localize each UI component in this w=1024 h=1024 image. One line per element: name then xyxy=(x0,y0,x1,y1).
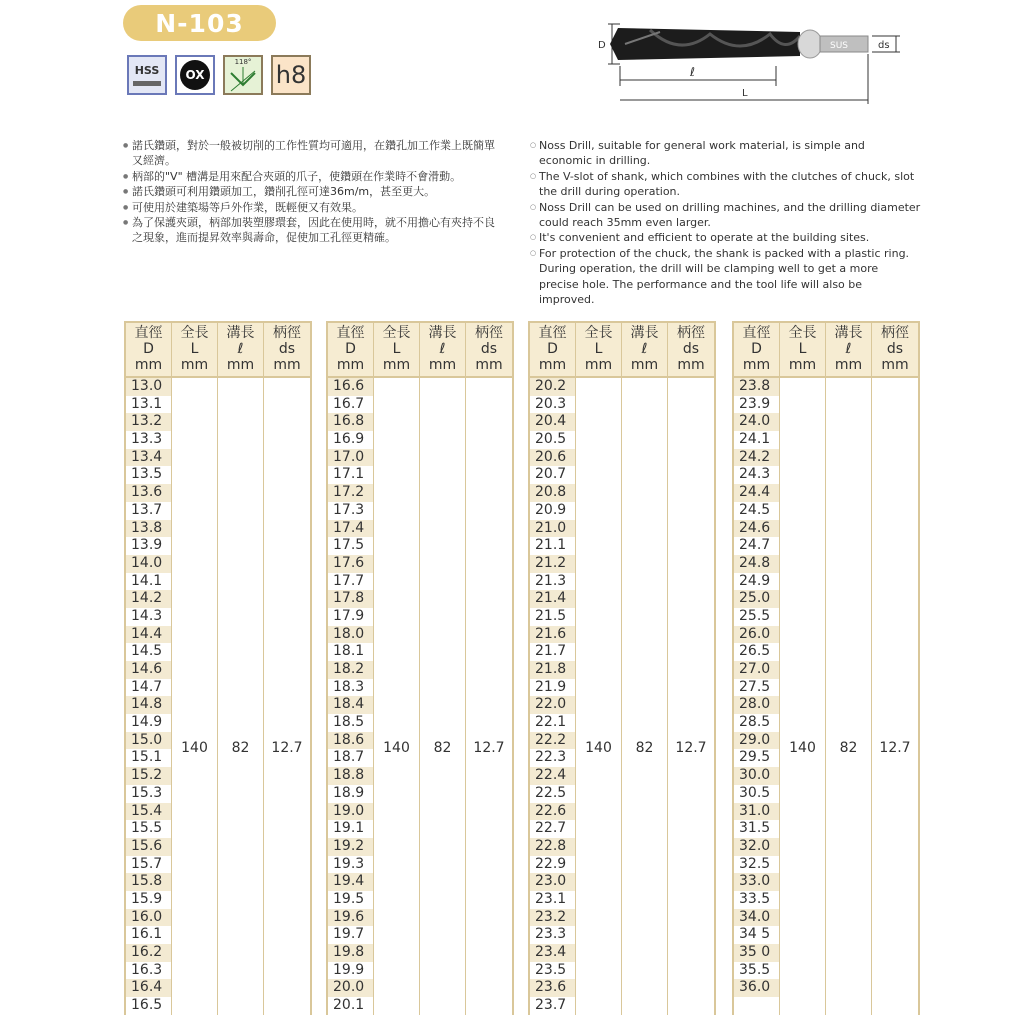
value-L: 140 xyxy=(383,740,410,756)
diameter-cell: 14.4 xyxy=(126,626,171,644)
diameter-cell: 24.4 xyxy=(734,484,779,502)
diameter-cell: 17.5 xyxy=(333,537,365,554)
column-header-zh: 柄徑 xyxy=(475,325,503,341)
diameter-cell: 22.7 xyxy=(535,820,567,837)
diameter-cell: 18.8 xyxy=(328,767,373,785)
column-header-sym: ℓ xyxy=(439,341,446,357)
diameter-cell: 23.1 xyxy=(535,890,567,907)
diameter-cell: 13.9 xyxy=(131,537,163,554)
diameter-cell: 16.3 xyxy=(131,961,163,978)
diameter-cell: 15.3 xyxy=(131,784,163,801)
diameter-cell: 32.0 xyxy=(734,838,779,856)
column-header-unit: mm xyxy=(881,357,909,373)
column-header-sym: ds xyxy=(278,341,296,357)
value-l: 82 xyxy=(635,740,654,756)
diameter-cell: 33.5 xyxy=(739,890,771,907)
table-body xyxy=(126,378,310,1015)
column-header-sym: D xyxy=(547,341,558,357)
diameter-cell: 30.5 xyxy=(739,784,771,801)
diagram-label-L: L xyxy=(742,88,748,99)
column-header-zh: 溝長 xyxy=(630,325,659,341)
diameter-cell: 15.4 xyxy=(126,803,171,821)
value-column-l xyxy=(420,378,466,1015)
value-ds: 12.7 xyxy=(675,740,707,756)
column-header-sym: D xyxy=(751,341,762,357)
diameter-cell: 22.6 xyxy=(530,803,575,821)
spec-table xyxy=(326,321,514,1015)
diameter-cell: 16.6 xyxy=(328,378,373,396)
value-ds: 12.7 xyxy=(271,740,303,756)
diameter-cell: 23.2 xyxy=(530,909,575,927)
value-l: 82 xyxy=(839,740,858,756)
diameter-cell: 19.8 xyxy=(328,944,373,962)
diameter-cell: 13.2 xyxy=(126,413,171,431)
diameter-column xyxy=(126,378,172,1015)
value-column-ds xyxy=(466,378,512,1015)
diameter-cell: 23.9 xyxy=(739,395,771,412)
diameter-cell: 14.7 xyxy=(131,678,163,695)
diameter-cell: 18.2 xyxy=(328,661,373,679)
h8-icon: h8 xyxy=(271,55,311,95)
diameter-cell: 15.5 xyxy=(131,820,163,837)
diameter-cell: 15.9 xyxy=(131,890,163,907)
diameter-cell: 20.0 xyxy=(328,979,373,997)
ox-icon: OX xyxy=(175,55,215,95)
diameter-cell: 16.0 xyxy=(126,909,171,927)
diameter-cell: 22.9 xyxy=(535,855,567,872)
desc-zh-item: ● 為了保護夾頭，柄部加裝塑膠環套，因此在使用時，就不用擔心有夾持不良之現象，進而提昇效率與壽命，促使加工孔徑更精確。 xyxy=(124,215,504,246)
column-header xyxy=(576,323,622,376)
table-body xyxy=(328,378,512,1015)
desc-en-item: ○ The V-slot of shank, which combines with the clutches of chuck, slot the drill during operation. xyxy=(531,169,921,200)
column-header-sym: L xyxy=(392,341,401,357)
diameter-cell: 31.5 xyxy=(739,820,771,837)
column-header xyxy=(530,323,576,376)
column-header-unit: mm xyxy=(788,357,817,373)
value-L: 140 xyxy=(181,740,208,756)
diameter-cell: 24.3 xyxy=(739,466,771,483)
value-L: 140 xyxy=(789,740,816,756)
value-column-l xyxy=(826,378,872,1015)
diameter-cell: 18.6 xyxy=(328,732,373,750)
diameter-cell: 15.1 xyxy=(131,749,163,766)
desc-en-item: ○ For protection of the chuck, the shank is packed with a plastic ring. During operation, the drill will be clamping well to get a more precise hole. The performance and the tool life will also be improved. xyxy=(531,246,921,308)
diameter-cell: 16.5 xyxy=(131,997,163,1014)
desc-zh-item: ● 諾氏鑽頭可利用鑽頭加工，鑽削孔徑可達36m/m，甚至更大。 xyxy=(124,184,504,199)
diameter-cell: 22.4 xyxy=(530,767,575,785)
diameter-cell: 36.0 xyxy=(734,979,779,997)
table-body xyxy=(530,378,714,1015)
column-header-zh: 柄徑 xyxy=(881,325,909,341)
description-english xyxy=(531,138,921,307)
diameter-cell: 21.2 xyxy=(530,555,575,573)
column-header xyxy=(374,323,420,376)
diagram-label-ds: ds xyxy=(878,40,890,51)
diameter-cell: 21.5 xyxy=(535,607,567,624)
column-header-unit: mm xyxy=(538,357,567,373)
column-header-zh: 溝長 xyxy=(834,325,863,341)
column-header-zh: 全長 xyxy=(180,325,209,341)
diameter-cell: 24.9 xyxy=(739,572,771,589)
diameter-cell: 35 0 xyxy=(734,944,779,962)
diameter-cell: 20.1 xyxy=(333,997,365,1014)
diameter-cell: 20.6 xyxy=(530,449,575,467)
diameter-cell: 17.6 xyxy=(328,555,373,573)
value-column-ds xyxy=(872,378,918,1015)
diameter-cell: 22.0 xyxy=(530,696,575,714)
column-header-zh: 溝長 xyxy=(226,325,255,341)
diameter-cell: 28.5 xyxy=(739,714,771,731)
product-title-badge xyxy=(123,5,276,41)
diameter-cell: 19.0 xyxy=(328,803,373,821)
diameter-cell: 18.7 xyxy=(333,749,365,766)
diameter-cell: 14.5 xyxy=(131,643,163,660)
column-header xyxy=(780,323,826,376)
diameter-cell: 21.7 xyxy=(535,643,567,660)
diameter-cell: 13.4 xyxy=(126,449,171,467)
diameter-cell: 25.5 xyxy=(739,607,771,624)
column-header-unit: mm xyxy=(677,357,705,373)
diameter-cell: 31.0 xyxy=(734,803,779,821)
column-header-sym: ds xyxy=(480,341,498,357)
diameter-cell: 14.6 xyxy=(126,661,171,679)
diameter-cell: 33.0 xyxy=(734,873,779,891)
column-header-unit: mm xyxy=(180,357,209,373)
column-header xyxy=(328,323,374,376)
diameter-cell: 14.9 xyxy=(131,714,163,731)
desc-zh-item: ● 可使用於建築場等戶外作業，既輕便又有效果。 xyxy=(124,200,504,215)
diameter-cell: 19.5 xyxy=(333,890,365,907)
column-header-zh: 柄徑 xyxy=(677,325,705,341)
column-header-zh: 直徑 xyxy=(742,325,771,341)
column-header xyxy=(264,323,310,376)
diameter-cell: 16.9 xyxy=(333,431,365,448)
value-column-l xyxy=(218,378,264,1015)
value-column-ds xyxy=(264,378,310,1015)
desc-zh-item: ● 諾氏鑽頭，對於一般被切削的工作性質均可適用，在鑽孔加工作業上既簡單又經濟。 xyxy=(124,138,504,169)
diameter-cell: 21.1 xyxy=(535,537,567,554)
diameter-cell: 15.6 xyxy=(126,838,171,856)
value-l: 82 xyxy=(433,740,452,756)
diameter-cell: 17.3 xyxy=(333,501,365,518)
column-header-zh: 直徑 xyxy=(336,325,365,341)
diameter-cell: 22.8 xyxy=(530,838,575,856)
column-header-zh: 直徑 xyxy=(134,325,163,341)
diameter-cell: 21.4 xyxy=(530,590,575,608)
diameter-cell: 15.8 xyxy=(126,873,171,891)
diameter-cell: 21.6 xyxy=(530,626,575,644)
diameter-cell: 19.4 xyxy=(328,873,373,891)
diameter-cell: 29.5 xyxy=(739,749,771,766)
diameter-cell: 14.3 xyxy=(131,607,163,624)
diameter-cell: 17.2 xyxy=(328,484,373,502)
diameter-cell: 19.1 xyxy=(333,820,365,837)
diameter-cell: 18.5 xyxy=(333,714,365,731)
column-header xyxy=(172,323,218,376)
value-column-L xyxy=(576,378,622,1015)
diameter-cell: 17.0 xyxy=(328,449,373,467)
diameter-cell: 20.4 xyxy=(530,413,575,431)
diameter-cell: 14.1 xyxy=(131,572,163,589)
diameter-cell: 13.0 xyxy=(126,378,171,396)
spec-table xyxy=(732,321,920,1015)
diameter-cell: 22.1 xyxy=(535,714,567,731)
column-header-sym: D xyxy=(143,341,154,357)
hss-icon: HSS xyxy=(127,55,167,95)
diameter-cell: 20.5 xyxy=(535,431,567,448)
column-header-sym: L xyxy=(594,341,603,357)
value-column-L xyxy=(172,378,218,1015)
diameter-cell: 23.7 xyxy=(535,997,567,1014)
diameter-cell: 34 5 xyxy=(739,926,771,943)
diameter-cell: 16.7 xyxy=(333,395,365,412)
column-header-zh: 全長 xyxy=(382,325,411,341)
diameter-cell: 17.4 xyxy=(328,520,373,538)
column-header-sym: L xyxy=(798,341,807,357)
table-body xyxy=(734,378,918,1015)
diameter-cell: 26.5 xyxy=(739,643,771,660)
diameter-cell: 20.3 xyxy=(535,395,567,412)
diameter-cell: 24.0 xyxy=(734,413,779,431)
diameter-cell: 21.0 xyxy=(530,520,575,538)
diameter-cell: 20.8 xyxy=(530,484,575,502)
diameter-cell: 19.9 xyxy=(333,961,365,978)
column-header xyxy=(420,323,466,376)
diameter-cell: 23.0 xyxy=(530,873,575,891)
column-header xyxy=(126,323,172,376)
diameter-cell: 15.2 xyxy=(126,767,171,785)
diameter-cell: 24.1 xyxy=(739,431,771,448)
spec-table xyxy=(124,321,312,1015)
diameter-column xyxy=(530,378,576,1015)
diameter-cell: 18.1 xyxy=(333,643,365,660)
column-header-unit: mm xyxy=(336,357,365,373)
column-header-sym: ℓ xyxy=(237,341,244,357)
column-header-sym: ds xyxy=(682,341,700,357)
diameter-cell: 21.3 xyxy=(535,572,567,589)
value-l: 82 xyxy=(231,740,250,756)
product-title: N-103 xyxy=(155,8,244,38)
diameter-cell: 13.5 xyxy=(131,466,163,483)
diameter-cell: 24.7 xyxy=(739,537,771,554)
table-header xyxy=(734,321,918,378)
diameter-cell: 15.0 xyxy=(126,732,171,750)
diameter-cell: 18.9 xyxy=(333,784,365,801)
diameter-cell: 29.0 xyxy=(734,732,779,750)
diameter-cell: 23.5 xyxy=(535,961,567,978)
diagram-label-l: ℓ xyxy=(690,65,695,79)
desc-en-item: ○ Noss Drill can be used on drilling machines, and the drilling diameter could reach 35mm even larger. xyxy=(531,200,921,231)
diameter-cell: 13.3 xyxy=(131,431,163,448)
column-header xyxy=(218,323,264,376)
diameter-cell: 13.1 xyxy=(131,395,163,412)
diameter-cell: 28.0 xyxy=(734,696,779,714)
column-header-zh: 直徑 xyxy=(538,325,567,341)
spec-table xyxy=(528,321,716,1015)
diameter-cell: 23.4 xyxy=(530,944,575,962)
diameter-cell: 24.8 xyxy=(734,555,779,573)
diameter-cell: 17.7 xyxy=(333,572,365,589)
diameter-column xyxy=(328,378,374,1015)
diameter-cell: 15.7 xyxy=(131,855,163,872)
diameter-cell: 17.8 xyxy=(328,590,373,608)
value-column-ds xyxy=(668,378,714,1015)
diameter-cell: 16.4 xyxy=(126,979,171,997)
diameter-cell: 13.7 xyxy=(131,501,163,518)
diameter-cell: 19.6 xyxy=(328,909,373,927)
diameter-cell: 17.1 xyxy=(333,466,365,483)
column-header-sym: D xyxy=(345,341,356,357)
column-header-unit: mm xyxy=(834,357,863,373)
point-angle-icon: 118° xyxy=(223,55,263,95)
column-header-unit: mm xyxy=(742,357,771,373)
column-header-unit: mm xyxy=(584,357,613,373)
description-chinese xyxy=(124,138,504,246)
desc-zh-item: ● 柄部的"V" 槽溝是用來配合夾頭的爪子，使鑽頭在作業時不會滑動。 xyxy=(124,169,504,184)
drill-diagram xyxy=(590,14,910,110)
desc-en-item: ○ It's convenient and efficient to operate at the building sites. xyxy=(531,230,921,245)
value-ds: 12.7 xyxy=(473,740,505,756)
diameter-cell: 27.0 xyxy=(734,661,779,679)
column-header xyxy=(826,323,872,376)
diameter-cell: 16.8 xyxy=(328,413,373,431)
diameter-cell: 18.4 xyxy=(328,696,373,714)
column-header-zh: 全長 xyxy=(788,325,817,341)
value-ds: 12.7 xyxy=(879,740,911,756)
diameter-cell: 24.5 xyxy=(739,501,771,518)
diameter-cell: 22.5 xyxy=(535,784,567,801)
column-header-sym: ℓ xyxy=(845,341,852,357)
column-header-unit: mm xyxy=(226,357,255,373)
value-column-L xyxy=(374,378,420,1015)
value-column-l xyxy=(622,378,668,1015)
diameter-cell: 23.3 xyxy=(535,926,567,943)
column-header-unit: mm xyxy=(428,357,457,373)
diameter-cell: 24.6 xyxy=(734,520,779,538)
diameter-cell: 20.7 xyxy=(535,466,567,483)
diameter-cell: 19.3 xyxy=(333,855,365,872)
diameter-cell: 32.5 xyxy=(739,855,771,872)
diameter-cell: 34.0 xyxy=(734,909,779,927)
column-header-unit: mm xyxy=(630,357,659,373)
diagram-label-sus: SUS xyxy=(830,41,849,51)
diameter-cell: 30.0 xyxy=(734,767,779,785)
column-header-unit: mm xyxy=(134,357,163,373)
diameter-column xyxy=(734,378,780,1015)
diameter-cell: 23.8 xyxy=(734,378,779,396)
diameter-cell: 35.5 xyxy=(739,961,771,978)
diameter-cell: 26.0 xyxy=(734,626,779,644)
diameter-cell: 24.2 xyxy=(734,449,779,467)
column-header xyxy=(466,323,512,376)
column-header-sym: ℓ xyxy=(641,341,648,357)
diameter-cell: 16.2 xyxy=(126,944,171,962)
diameter-cell: 14.2 xyxy=(126,590,171,608)
diameter-cell: 16.1 xyxy=(131,926,163,943)
desc-en-item: ○ Noss Drill, suitable for general work material, is simple and economic in drilling. xyxy=(531,138,921,169)
diameter-cell: 21.8 xyxy=(530,661,575,679)
feature-icons xyxy=(127,55,311,95)
diameter-cell: 14.0 xyxy=(126,555,171,573)
diameter-cell: 18.3 xyxy=(333,678,365,695)
diameter-cell: 25.0 xyxy=(734,590,779,608)
column-header-zh: 全長 xyxy=(584,325,613,341)
diameter-cell: 20.9 xyxy=(535,501,567,518)
diameter-cell: 22.2 xyxy=(530,732,575,750)
column-header-unit: mm xyxy=(475,357,503,373)
column-header-unit: mm xyxy=(273,357,301,373)
column-header xyxy=(622,323,668,376)
column-header xyxy=(872,323,918,376)
diameter-cell: 14.8 xyxy=(126,696,171,714)
diameter-cell: 13.8 xyxy=(126,520,171,538)
diameter-cell: 23.6 xyxy=(530,979,575,997)
column-header xyxy=(734,323,780,376)
column-header-zh: 柄徑 xyxy=(273,325,301,341)
diameter-cell: 18.0 xyxy=(328,626,373,644)
diameter-cell: 21.9 xyxy=(535,678,567,695)
column-header xyxy=(668,323,714,376)
value-L: 140 xyxy=(585,740,612,756)
diameter-cell: 19.7 xyxy=(333,926,365,943)
column-header-zh: 溝長 xyxy=(428,325,457,341)
diameter-cell: 17.9 xyxy=(333,607,365,624)
table-header xyxy=(328,321,512,378)
diameter-cell: 19.2 xyxy=(328,838,373,856)
value-column-L xyxy=(780,378,826,1015)
diameter-cell: 22.3 xyxy=(535,749,567,766)
diameter-cell: 13.6 xyxy=(126,484,171,502)
diameter-cell: 27.5 xyxy=(739,678,771,695)
column-header-unit: mm xyxy=(382,357,411,373)
diagram-label-d: D xyxy=(598,40,606,51)
diameter-cell: 20.2 xyxy=(530,378,575,396)
table-header xyxy=(126,321,310,378)
table-header xyxy=(530,321,714,378)
column-header-sym: L xyxy=(190,341,199,357)
column-header-sym: ds xyxy=(886,341,904,357)
